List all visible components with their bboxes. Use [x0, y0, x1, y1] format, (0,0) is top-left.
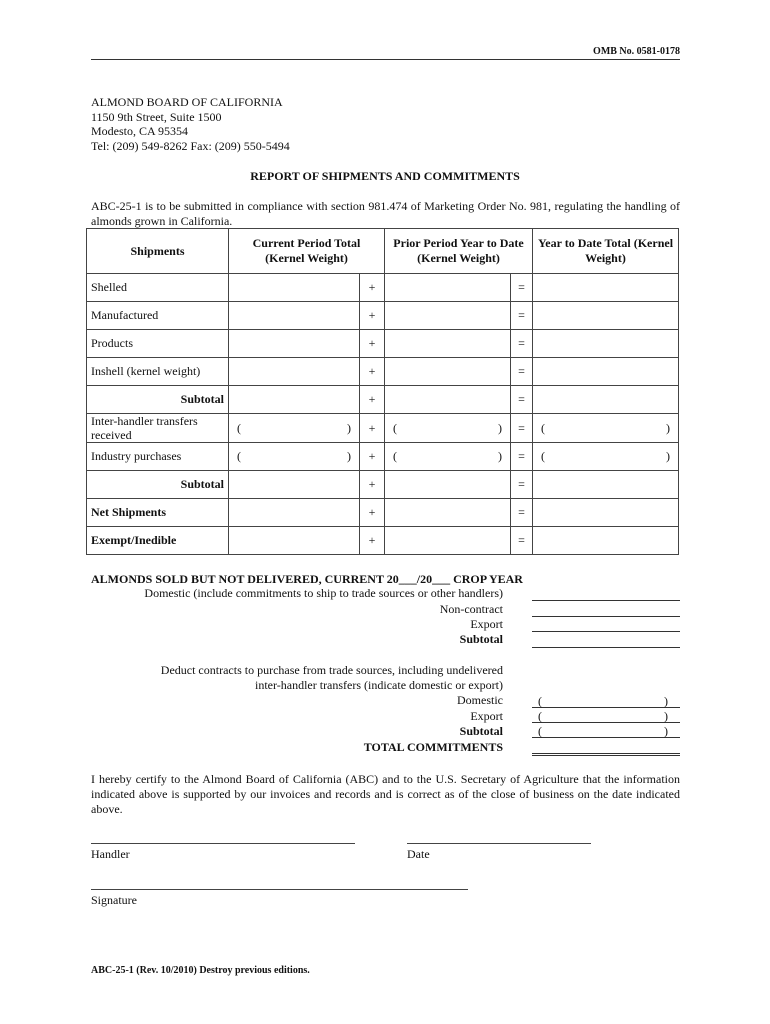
- footer-form-id: ABC-25-1 (Rev. 10/2010) Destroy previous editions.: [91, 965, 310, 976]
- subtotal2-field[interactable]: [532, 724, 680, 738]
- date-label: Date: [407, 847, 430, 861]
- current-cell[interactable]: [229, 274, 360, 302]
- close-paren: ): [664, 724, 668, 738]
- current-cell[interactable]: [229, 414, 360, 443]
- table-row: [87, 414, 679, 443]
- current-cell[interactable]: [229, 386, 360, 414]
- open-paren: (: [541, 420, 545, 435]
- prior-cell[interactable]: [385, 443, 511, 471]
- open-paren: (: [538, 724, 542, 738]
- intro-text: ABC-25-1 is to be submitted in compliance with section 981.474 of Marketing Order No. 981, regulating the handling of almonds grown in California.: [91, 199, 680, 228]
- domestic2-field[interactable]: [532, 694, 680, 708]
- equals-sign: =: [511, 358, 533, 386]
- row-label: Products: [87, 330, 229, 358]
- current-cell[interactable]: [229, 330, 360, 358]
- subtotal-label: Subtotal: [459, 632, 503, 646]
- table-row: [87, 274, 679, 302]
- prior-cell[interactable]: [385, 499, 511, 527]
- domestic2-label: Domestic: [457, 693, 503, 707]
- plus-sign: +: [360, 499, 385, 527]
- close-paren: ): [347, 449, 351, 463]
- subtotal-line[interactable]: [532, 647, 680, 648]
- row-label: Subtotal: [87, 386, 229, 414]
- prior-cell[interactable]: [385, 471, 511, 499]
- row-label: Inshell (kernel weight): [87, 358, 229, 386]
- col-header-ytd: Year to Date Total (Kernel Weight): [533, 229, 679, 274]
- prior-cell[interactable]: [385, 330, 511, 358]
- current-cell[interactable]: [229, 302, 360, 330]
- close-paren: ): [664, 694, 668, 708]
- equals-sign: =: [511, 330, 533, 358]
- col-header-shipments: Shipments: [87, 229, 229, 274]
- table-row: [87, 471, 679, 499]
- deduct-text-2: inter-handler transfers (indicate domestic or export): [255, 678, 503, 692]
- table-row: [87, 302, 679, 330]
- plus-sign: +: [360, 358, 385, 386]
- certification-text: I hereby certify to the Almond Board of California (ABC) and to the U.S. Secretary of Agriculture that the information indicated above is supported by our invoices and records and is correct as of the close of business on the date indicated above.: [91, 772, 680, 816]
- plus-sign: +: [360, 443, 385, 471]
- plus-sign: +: [360, 471, 385, 499]
- close-paren: ): [666, 449, 670, 463]
- ytd-cell[interactable]: [533, 443, 679, 471]
- table-header-row: [87, 229, 679, 274]
- equals-sign: =: [511, 386, 533, 414]
- city-address: Modesto, CA 95354: [91, 124, 189, 138]
- prior-cell[interactable]: [385, 302, 511, 330]
- table-row: [87, 330, 679, 358]
- row-label: Net Shipments: [87, 499, 229, 527]
- open-paren: (: [538, 694, 542, 708]
- open-paren: (: [393, 420, 397, 435]
- phone-fax: Tel: (209) 549-8262 Fax: (209) 550-5494: [91, 138, 290, 153]
- equals-sign: =: [511, 499, 533, 527]
- table-row: [87, 499, 679, 527]
- row-label: Inter-handler transfers received: [87, 414, 229, 443]
- open-paren: (: [538, 709, 542, 723]
- sold-heading: ALMONDS SOLD BUT NOT DELIVERED, CURRENT 20___/20___ CROP YEAR: [91, 572, 523, 586]
- signature-label: Signature: [91, 893, 137, 907]
- ytd-cell[interactable]: [533, 330, 679, 358]
- row-label: Industry purchases: [87, 443, 229, 471]
- subtotal2-label: Subtotal: [459, 724, 503, 738]
- address-block: [91, 95, 290, 153]
- plus-sign: +: [360, 414, 385, 443]
- export2-field[interactable]: [532, 709, 680, 723]
- current-cell[interactable]: [229, 499, 360, 527]
- ytd-cell[interactable]: [533, 302, 679, 330]
- open-paren: (: [393, 449, 397, 463]
- table-row: [87, 527, 679, 555]
- ytd-cell[interactable]: [533, 386, 679, 414]
- equals-sign: =: [511, 443, 533, 471]
- row-label: Subtotal: [87, 471, 229, 499]
- page-title: REPORT OF SHIPMENTS AND COMMITMENTS: [250, 169, 520, 183]
- ytd-cell[interactable]: [533, 527, 679, 555]
- close-paren: ): [664, 709, 668, 723]
- omb-number: OMB No. 0581-0178: [593, 46, 680, 57]
- export-label: Export: [470, 617, 503, 631]
- prior-cell[interactable]: [385, 358, 511, 386]
- plus-sign: +: [360, 274, 385, 302]
- handler-label: Handler: [91, 847, 130, 861]
- close-paren: ): [498, 420, 502, 435]
- equals-sign: =: [511, 527, 533, 555]
- ytd-cell[interactable]: [533, 471, 679, 499]
- col-header-prior: Prior Period Year to Date (Kernel Weight): [385, 229, 533, 274]
- plus-sign: +: [360, 302, 385, 330]
- top-rule: [91, 59, 680, 60]
- prior-cell[interactable]: [385, 414, 511, 443]
- ytd-cell[interactable]: [533, 358, 679, 386]
- current-cell[interactable]: [229, 358, 360, 386]
- ytd-cell[interactable]: [533, 499, 679, 527]
- export2-label: Export: [470, 709, 503, 723]
- close-paren: ): [498, 449, 502, 463]
- prior-cell[interactable]: [385, 386, 511, 414]
- equals-sign: =: [511, 274, 533, 302]
- signature-line[interactable]: [91, 889, 468, 890]
- equals-sign: =: [511, 471, 533, 499]
- noncontract-line[interactable]: [532, 616, 680, 617]
- total-double-line[interactable]: [532, 753, 680, 756]
- date-line[interactable]: [407, 843, 591, 844]
- row-label: Manufactured: [87, 302, 229, 330]
- noncontract-label: Non-contract: [439, 602, 503, 616]
- prior-cell[interactable]: [385, 274, 511, 302]
- domestic-line[interactable]: [532, 600, 680, 601]
- street-address: 1150 9th Street, Suite 1500: [91, 109, 222, 124]
- export-line[interactable]: [532, 631, 680, 632]
- table-row: [87, 443, 679, 471]
- current-cell[interactable]: [229, 527, 360, 555]
- shipments-table: [86, 228, 679, 555]
- current-cell[interactable]: [229, 443, 360, 471]
- plus-sign: +: [360, 386, 385, 414]
- equals-sign: =: [511, 414, 533, 443]
- close-paren: ): [666, 420, 670, 435]
- ytd-cell[interactable]: [533, 274, 679, 302]
- row-label: Exempt/Inedible: [87, 527, 229, 555]
- col-header-current: Current Period Total (Kernel Weight): [229, 229, 385, 274]
- table-row: [87, 386, 679, 414]
- close-paren: ): [347, 420, 351, 435]
- domestic-label: Domestic (include commitments to ship to trade sources or other handlers): [144, 586, 503, 600]
- ytd-cell[interactable]: [533, 414, 679, 443]
- deduct-text-1: Deduct contracts to purchase from trade sources, including undelivered: [160, 663, 503, 677]
- table-row: [87, 358, 679, 386]
- open-paren: (: [237, 449, 241, 463]
- plus-sign: +: [360, 330, 385, 358]
- open-paren: (: [237, 420, 241, 435]
- plus-sign: +: [360, 527, 385, 555]
- handler-signature-line[interactable]: [91, 843, 355, 844]
- row-label: Shelled: [87, 274, 229, 302]
- total-commitments-label: TOTAL COMMITMENTS: [363, 740, 503, 754]
- current-cell[interactable]: [229, 471, 360, 499]
- open-paren: (: [541, 449, 545, 463]
- org-name: ALMOND BOARD OF CALIFORNIA: [91, 95, 283, 109]
- prior-cell[interactable]: [385, 527, 511, 555]
- equals-sign: =: [511, 302, 533, 330]
